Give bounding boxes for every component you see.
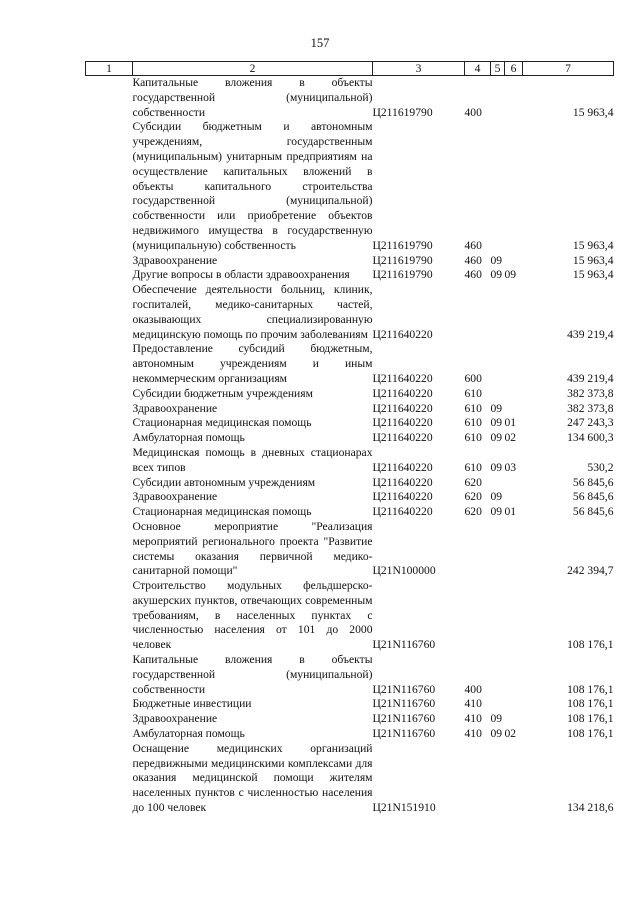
cell-blank xyxy=(86,76,133,121)
page-number: 157 xyxy=(310,36,330,50)
cell-section-code: 09 xyxy=(490,431,503,445)
table-row xyxy=(86,402,614,417)
cell-amount: 382 373,8 xyxy=(567,386,614,400)
cell-subsection-code xyxy=(505,742,523,816)
cell-subsection-code xyxy=(505,712,523,727)
cell-section-code: 09 xyxy=(490,712,503,726)
cell-expense-type-code: 620 xyxy=(464,475,482,489)
column-header: 6 xyxy=(505,62,523,76)
table-row xyxy=(86,697,614,712)
cell-target-article-code: Ц211640220 xyxy=(372,371,433,385)
cell-amount: 108 176,1 xyxy=(567,697,614,711)
cell-section-code xyxy=(491,387,505,402)
cell-target-article-code: Ц211640220 xyxy=(372,460,433,474)
cell-target-article-code: Ц211619790 xyxy=(372,105,433,119)
cell-target-article-code: Ц21N116760 xyxy=(372,682,436,696)
cell-amount: 134 600,3 xyxy=(567,431,614,445)
cell-expense-type-code: 610 xyxy=(464,460,482,474)
cell-item-name: Предоставление субсидий бюджетным, автономным учреждениям и иным некоммерческим организациям xyxy=(132,342,373,385)
cell-section-code: 09 xyxy=(490,727,503,741)
cell-item-name: Здравоохранение xyxy=(132,401,218,415)
table-body xyxy=(86,76,614,816)
cell-section-code xyxy=(491,520,505,579)
cell-target-article-code: Ц211640220 xyxy=(372,401,433,415)
cell-item-name: Другие вопросы в области здравоохранения xyxy=(132,268,350,282)
cell-section-code: 09 xyxy=(490,490,503,504)
cell-section-code xyxy=(491,476,505,491)
cell-item-name: Амбулаторная помощь xyxy=(132,431,245,445)
cell-expense-type-code xyxy=(465,283,491,342)
table-row xyxy=(86,579,614,653)
cell-blank xyxy=(86,476,133,491)
cell-amount: 56 845,6 xyxy=(572,490,614,504)
cell-target-article-code: Ц21N151910 xyxy=(372,801,436,815)
cell-amount: 247 243,3 xyxy=(567,416,614,430)
cell-item-name: Строительство модульных фельдшерско-акушерских пунктов, отвечающих современным требованиям, в населенных пунктах с численностью населения от 101 до 2000 человек xyxy=(132,579,373,652)
cell-item-name: Капитальные вложения в объекты государственной (муниципальной) собственности xyxy=(132,76,373,119)
cell-blank xyxy=(86,402,133,417)
table-row xyxy=(86,653,614,697)
cell-amount: 530,2 xyxy=(587,460,614,474)
cell-expense-type-code: 610 xyxy=(464,401,482,415)
cell-target-article-code: Ц211619790 xyxy=(372,238,433,252)
cell-subsection-code: 02 xyxy=(504,431,517,445)
cell-target-article-code: Ц211640220 xyxy=(372,431,433,445)
cell-amount: 382 373,8 xyxy=(567,401,614,415)
cell-amount: 439 219,4 xyxy=(567,327,614,341)
cell-section-code: 09 xyxy=(490,253,503,267)
cell-section-code: 09 xyxy=(490,268,503,282)
cell-section-code xyxy=(491,120,505,253)
cell-item-name: Здравоохранение xyxy=(132,490,218,504)
cell-amount: 15 963,4 xyxy=(572,238,614,252)
cell-item-name: Оснащение медицинских организаций передвижными медицинскими комплексами для оказания медицинской помощи жителям населенных пунктов с численностью населения до 100 человек xyxy=(132,741,373,815)
cell-subsection-code xyxy=(505,520,523,579)
cell-amount: 56 845,6 xyxy=(572,505,614,519)
cell-target-article-code: Ц21N116760 xyxy=(372,697,436,711)
cell-subsection-code xyxy=(505,254,523,269)
cell-subsection-code xyxy=(505,342,523,386)
cell-expense-type-code: 410 xyxy=(464,697,482,711)
table-row xyxy=(86,120,614,253)
cell-subsection-code: 01 xyxy=(504,505,517,519)
column-header: 7 xyxy=(523,62,614,76)
cell-blank xyxy=(86,653,133,697)
cell-target-article-code: Ц21N116760 xyxy=(372,638,436,652)
cell-expense-type-code: 400 xyxy=(464,682,482,696)
cell-subsection-code xyxy=(505,402,523,417)
cell-blank xyxy=(86,387,133,402)
cell-blank xyxy=(86,431,133,446)
cell-subsection-code xyxy=(505,579,523,653)
cell-target-article-code: Ц211640220 xyxy=(372,327,433,341)
cell-amount: 56 845,6 xyxy=(572,475,614,489)
cell-amount: 15 963,4 xyxy=(572,268,614,282)
cell-expense-type-code: 610 xyxy=(464,386,482,400)
cell-item-name: Здравоохранение xyxy=(132,712,218,726)
cell-blank xyxy=(86,727,133,742)
cell-subsection-code xyxy=(505,490,523,505)
table-row xyxy=(86,727,614,742)
table-row xyxy=(86,387,614,402)
table-row xyxy=(86,712,614,727)
cell-subsection-code xyxy=(505,76,523,121)
column-header: 1 xyxy=(86,62,133,76)
cell-section-code xyxy=(491,697,505,712)
cell-expense-type-code: 460 xyxy=(464,238,482,252)
table-header-row xyxy=(86,62,614,76)
table-row xyxy=(86,416,614,431)
cell-target-article-code: Ц211619790 xyxy=(372,268,433,282)
cell-expense-type-code: 620 xyxy=(464,505,482,519)
cell-amount: 108 176,1 xyxy=(567,682,614,696)
cell-subsection-code xyxy=(505,387,523,402)
cell-subsection-code: 09 xyxy=(504,268,517,282)
table-row xyxy=(86,76,614,121)
cell-section-code xyxy=(491,653,505,697)
cell-target-article-code: Ц21N100000 xyxy=(372,564,436,578)
cell-item-name: Стационарная медицинская помощь xyxy=(132,505,312,519)
cell-item-name: Субсидии бюджетным и автономным учреждениям, государственным (муниципальным) унитарным предприятиям на осуществление капитальных вложений в объекты капитального строительства государственной (муниципальной) собственности или приобретение объектов недвижимого имущества в государственную (муниципальную) собственность xyxy=(132,120,373,252)
cell-blank xyxy=(86,505,133,520)
cell-subsection-code: 03 xyxy=(504,460,517,474)
cell-item-name: Субсидии автономным учреждениям xyxy=(132,475,316,489)
cell-target-article-code: Ц211640220 xyxy=(372,475,433,489)
cell-subsection-code: 02 xyxy=(504,727,517,741)
cell-item-name: Медицинская помощь в дневных стационарах всех типов xyxy=(132,445,373,474)
table-row xyxy=(86,431,614,446)
cell-item-name: Основное мероприятие "Реализация мероприятий регионального проекта "Развитие системы оказания первичной медико-санитарной помощи" xyxy=(132,519,373,578)
cell-target-article-code: Ц211640220 xyxy=(372,416,433,430)
column-header: 3 xyxy=(373,62,465,76)
cell-item-name: Субсидии бюджетным учреждениям xyxy=(132,386,313,400)
cell-subsection-code xyxy=(505,283,523,342)
cell-expense-type-code: 460 xyxy=(464,253,482,267)
budget-table xyxy=(85,61,614,816)
table-row xyxy=(86,742,614,816)
cell-blank xyxy=(86,712,133,727)
cell-amount: 108 176,1 xyxy=(567,712,614,726)
table-row xyxy=(86,446,614,476)
cell-section-code xyxy=(491,742,505,816)
cell-expense-type-code: 620 xyxy=(464,490,482,504)
column-header: 4 xyxy=(465,62,491,76)
table-row xyxy=(86,490,614,505)
cell-item-name: Бюджетные инвестиции xyxy=(132,697,252,711)
cell-target-article-code: Ц21N116760 xyxy=(372,727,436,741)
cell-amount: 439 219,4 xyxy=(567,371,614,385)
table-row xyxy=(86,520,614,579)
cell-item-name: Обеспечение деятельности больниц, клиник, госпиталей, медико-санитарных частей, оказывающих специализированную медицинскую помощь по прочим заболеваниям xyxy=(132,283,373,341)
cell-section-code xyxy=(491,579,505,653)
cell-section-code: 09 xyxy=(490,401,503,415)
cell-expense-type-code: 610 xyxy=(464,416,482,430)
cell-amount: 242 394,7 xyxy=(567,564,614,578)
cell-expense-type-code: 610 xyxy=(464,431,482,445)
cell-amount: 15 963,4 xyxy=(572,105,614,119)
cell-target-article-code: Ц211640220 xyxy=(372,505,433,519)
cell-expense-type-code xyxy=(465,520,491,579)
cell-blank xyxy=(86,120,133,253)
cell-blank xyxy=(86,490,133,505)
cell-blank xyxy=(86,342,133,386)
cell-item-name: Капитальные вложения в объекты государственной (муниципальной) собственности xyxy=(132,653,373,696)
cell-item-name: Амбулаторная помощь xyxy=(132,727,245,741)
cell-blank xyxy=(86,283,133,342)
cell-expense-type-code: 410 xyxy=(464,712,482,726)
table-row xyxy=(86,505,614,520)
cell-expense-type-code: 400 xyxy=(464,105,482,119)
cell-expense-type-code: 460 xyxy=(464,268,482,282)
cell-blank xyxy=(86,697,133,712)
cell-item-name: Здравоохранение xyxy=(132,253,218,267)
cell-target-article-code: Ц21N116760 xyxy=(372,712,436,726)
cell-target-article-code: Ц211640220 xyxy=(372,386,433,400)
table-row xyxy=(86,342,614,386)
cell-section-code xyxy=(491,342,505,386)
cell-expense-type-code: 410 xyxy=(464,727,482,741)
table-row xyxy=(86,283,614,342)
cell-expense-type-code: 600 xyxy=(464,371,482,385)
cell-section-code: 09 xyxy=(490,460,503,474)
cell-section-code xyxy=(491,76,505,121)
cell-subsection-code xyxy=(505,120,523,253)
cell-subsection-code: 01 xyxy=(504,416,517,430)
cell-item-name: Стационарная медицинская помощь xyxy=(132,416,312,430)
cell-blank xyxy=(86,268,133,283)
cell-section-code: 09 xyxy=(490,416,503,430)
cell-amount: 15 963,4 xyxy=(572,253,614,267)
cell-amount: 134 218,6 xyxy=(567,801,614,815)
table-row xyxy=(86,254,614,269)
cell-blank xyxy=(86,416,133,431)
cell-blank xyxy=(86,254,133,269)
cell-blank xyxy=(86,520,133,579)
cell-subsection-code xyxy=(505,476,523,491)
cell-amount: 108 176,1 xyxy=(567,727,614,741)
cell-blank xyxy=(86,742,133,816)
column-header: 2 xyxy=(133,62,373,76)
cell-subsection-code xyxy=(505,697,523,712)
cell-section-code: 09 xyxy=(490,505,503,519)
cell-amount: 108 176,1 xyxy=(567,638,614,652)
cell-section-code xyxy=(491,283,505,342)
cell-blank xyxy=(86,446,133,476)
column-header: 5 xyxy=(491,62,505,76)
cell-expense-type-code xyxy=(465,742,491,816)
cell-subsection-code xyxy=(505,653,523,697)
table-row xyxy=(86,476,614,491)
cell-target-article-code: Ц211619790 xyxy=(372,253,433,267)
table-row xyxy=(86,268,614,283)
cell-target-article-code: Ц211640220 xyxy=(372,490,433,504)
cell-blank xyxy=(86,579,133,653)
cell-expense-type-code xyxy=(465,579,491,653)
